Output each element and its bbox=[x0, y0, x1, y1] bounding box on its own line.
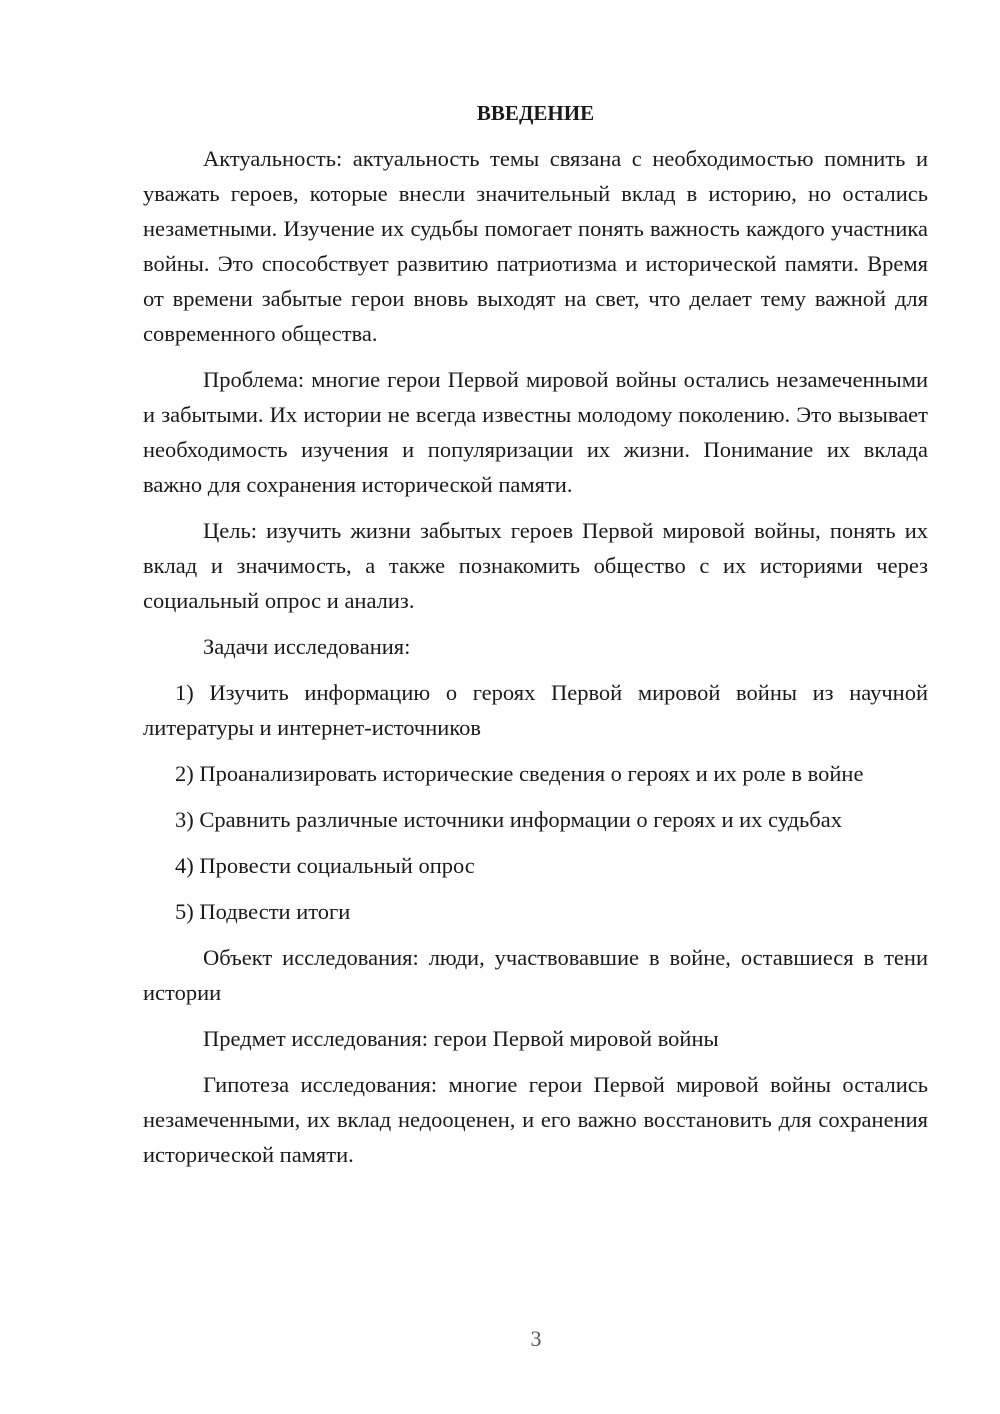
research-object-paragraph: Объект исследования: люди, участвовавшие в войне, оставшиеся в тени истории bbox=[143, 945, 928, 1005]
page-number: 3 bbox=[530, 1326, 542, 1351]
task-item-3: 3) Сравнить различные источники информации о героях и их судьбах bbox=[175, 807, 842, 832]
section-heading: ВВЕДЕНИЕ bbox=[476, 101, 595, 125]
problem-paragraph: Проблема: многие герои Первой мировой войны остались незамеченными и забытыми. Их истории не всегда известны молодому поколению. Это вызывает необходимость изучения и популяризации их жизни. Понимание их вклада важно для сохранения исторической памяти. bbox=[143, 367, 928, 497]
task-item-5: 5) Подвести итоги bbox=[175, 899, 351, 924]
document-body bbox=[143, 96, 928, 1183]
tasks-title: Задачи исследования: bbox=[203, 634, 411, 659]
goal-paragraph: Цель: изучить жизни забытых героев Первой мировой войны, понять их вклад и значимость, а также познакомить общество с их историями через социальный опрос и анализ. bbox=[143, 518, 928, 613]
hypothesis-paragraph: Гипотеза исследования: многие герои Первой мировой войны остались незамеченными, их вклад недооценен, и его важно восстановить для сохранения исторической памяти. bbox=[143, 1072, 928, 1167]
task-item-4: 4) Провести социальный опрос bbox=[175, 853, 475, 878]
relevance-paragraph: Актуальность: актуальность темы связана с необходимостью помнить и уважать героев, которые внесли значительный вклад в историю, но остались незаметными. Изучение их судьбы помогает понять важность каждого участника войны. Это способствует развитию патриотизма и исторической памяти. Время от времени забытые герои вновь выходят на свет, что делает тему важной для современного общества. bbox=[143, 146, 928, 346]
task-item-2: 2) Проанализировать исторические сведения о героях и их роле в войне bbox=[175, 761, 864, 786]
task-item-1: 1) Изучить информацию о героях Первой мировой войны из научной литературы и интернет-источников bbox=[143, 680, 928, 740]
research-subject-paragraph: Предмет исследования: герои Первой мировой войны bbox=[203, 1026, 719, 1051]
